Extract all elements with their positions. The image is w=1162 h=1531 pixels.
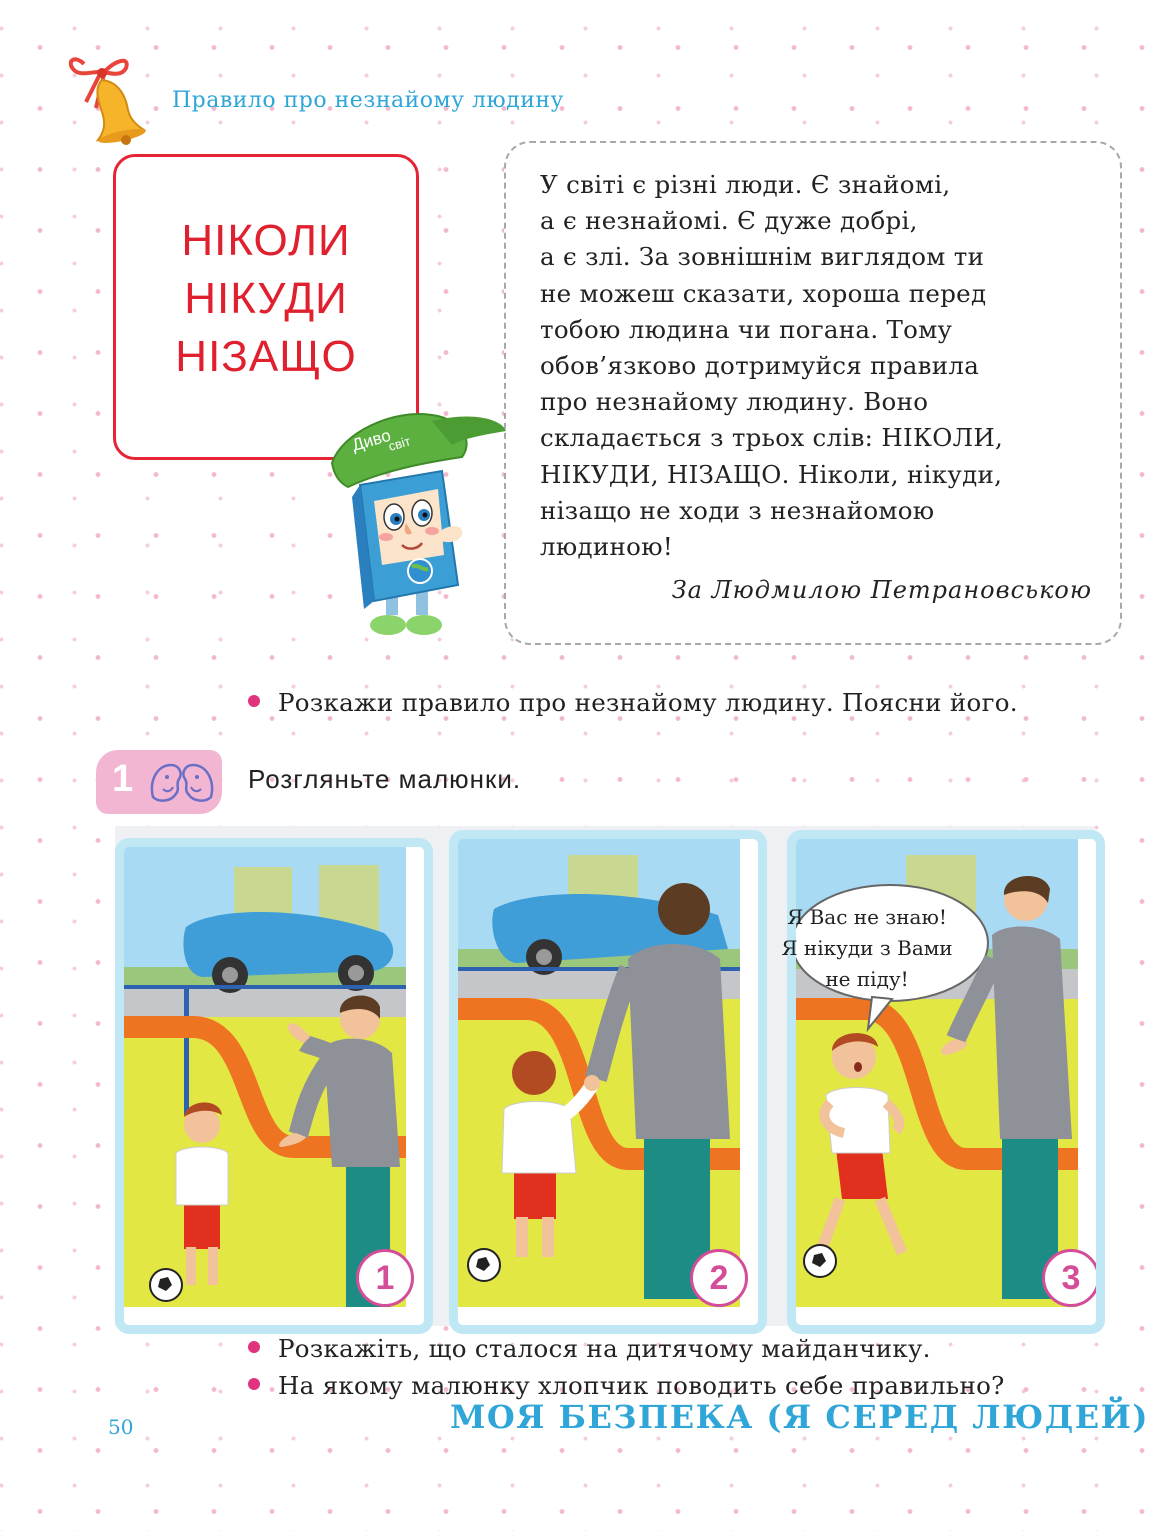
bullet-icon: [248, 1378, 260, 1390]
section-subtitle: Правило про незнайому людину: [172, 88, 564, 113]
bell-icon: [64, 50, 154, 145]
story-author: За Людмилою Петрановською: [671, 576, 1092, 604]
story-text: [540, 167, 1100, 565]
rule-word-nowhere: НІКУДИ: [184, 274, 348, 323]
cap-text-1: Диво: [349, 425, 393, 455]
comic-panel-2: [449, 830, 767, 1334]
story-line: не можеш сказати, хороша перед: [540, 278, 987, 308]
story-line: а є злі. За зовнішнім виглядом ти: [540, 242, 985, 272]
chapter-title: МОЯ БЕЗПЕКА (Я СЕРЕД ЛЮДЕЙ): [450, 1398, 1149, 1436]
story-line: людиною!: [540, 532, 673, 562]
rule-word-never: НІКОЛИ: [181, 216, 351, 265]
story-line: У світі є різні люди. Є знайомі,: [540, 170, 951, 199]
rule-words: [113, 212, 419, 386]
comic-panel-1: [115, 838, 433, 1334]
panel-number-2: 2: [690, 1249, 748, 1307]
speech-bubble-text: [752, 902, 982, 995]
task-label: Розгляньте малюнки.: [248, 764, 522, 794]
story-line: обов’язково дотримуйся правила: [540, 351, 980, 381]
speech-line: Я Вас не знаю!: [787, 905, 947, 929]
panel-1-illustration: [124, 847, 406, 1307]
cap-text-2: світ: [386, 433, 413, 454]
story-line: НІКУДИ, НІЗАЩО. Ніколи, нікуди,: [540, 459, 1003, 489]
bullet-icon: [248, 695, 260, 707]
question-text: Розкажи правило про незнайому людину. Поясни його.: [278, 688, 1018, 717]
story-line: нізащо не ходи з незнайомою: [540, 495, 935, 525]
question-text: На якому малюнку хлопчик поводить себе правильно?: [278, 1371, 1005, 1400]
story-line: складається з трьох слів: НІКОЛИ,: [540, 423, 1004, 453]
story-line: тобою людина чи погана. Тому: [540, 314, 953, 344]
page-number: 50: [108, 1415, 134, 1439]
question-item: [248, 1371, 1005, 1400]
rule-word-no-way: НІЗАЩО: [175, 332, 357, 381]
talking-faces-icon: [145, 757, 220, 809]
question-item: [248, 1334, 931, 1363]
question-text: Розкажіть, що сталося на дитячому майданчику.: [278, 1334, 931, 1363]
mascot-book-illustration: [312, 405, 508, 650]
panel-2-illustration: [458, 839, 740, 1307]
story-line: а є незнайомі. Є дуже добрі,: [540, 206, 918, 236]
panel-number-3: 3: [1042, 1249, 1100, 1307]
task-number: 1: [112, 758, 134, 800]
speech-line: Я нікуди з Вами: [781, 936, 953, 960]
speech-line: не піду!: [825, 967, 909, 991]
story-line: про незнайому людину. Воно: [540, 387, 929, 417]
bullet-icon: [248, 1341, 260, 1353]
panel-number-1: 1: [356, 1249, 414, 1307]
question-item: [248, 688, 1018, 717]
